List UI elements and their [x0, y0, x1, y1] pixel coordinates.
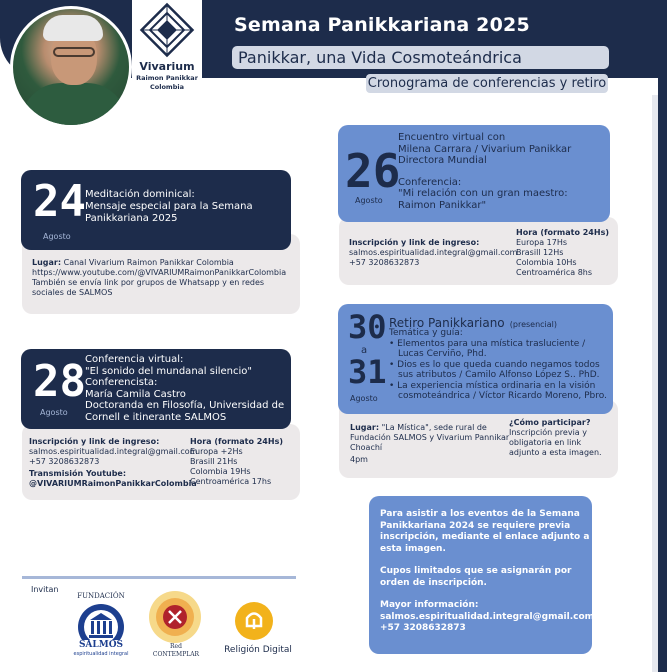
right-stripe-inner [652, 95, 658, 672]
retreat-how: ¿Cómo participar? Inscripción previa y obligatoria en link adjunto a esta imagen. [509, 418, 602, 457]
salmos-name: SALMOS [66, 640, 136, 650]
event28-day: 28 [33, 356, 86, 407]
event28-email-link[interactable]: salmos.espiritualidad.integral@gmail.com [29, 447, 198, 456]
event26-title: Encuentro virtual con Milena Carrara / Vivarium Panikkar Directora Mundial Conferencia: "Mi relación con un gran maestro: Raimon Panikkar" [398, 132, 572, 211]
notice-text: Para asistir a los eventos de la Semana Panikkariana 2024 se requiere previa inscripción, mediante el enlace adjunto a esta imagen. Cupos limitados que se asignarán por orden de inscripción. Mayor información: salmos.espiritualidad.integral@gmail.com +57 3208632873 [380, 509, 595, 633]
event24-title: Meditación dominical: Mensaje especial para la Semana Panikkariana 2025 [85, 189, 253, 224]
right-stripe [658, 78, 667, 672]
page-subtitle: Panikkar, una Vida Cosmoteándrica [232, 46, 609, 69]
retreat-title: Retiro Panikkariano (presencial) [389, 316, 558, 330]
red-contemplar-label: Red CONTEMPLAR [152, 643, 200, 658]
event28-youtube-link[interactable]: @VIVARIUMRaimonPanikkarColombia [29, 479, 197, 488]
logo-title: Vivarium [139, 60, 195, 73]
salmos-subtitle: espiritualidad integral [73, 651, 129, 657]
retreat-day-end: 31 [348, 353, 387, 391]
notice-email-link[interactable]: salmos.espiritualidad.integral@gmail.com [380, 611, 595, 622]
sponsors-label: Invitan [31, 585, 59, 594]
retreat-topics: Temática y guía: • Elementos para una mística trasluciente / Lucas Cerviño, Phd. • Dios es lo que queda cuando negamos todos sus atributos / Camilo Alfonso López S.. PhD. • La experiencia mística ordinaria en la visión cosmoteándrica / Víctor Ricardo Moreno, Pbro. [389, 328, 607, 401]
event24-day: 24 [33, 176, 86, 227]
event28-title: Conferencia virtual: "El sonido del mundanal silencio" Conferencista: María Camila Castro Doctoranda en Filosofía, Universidad de Cornell e itinerante SALMOS [85, 354, 285, 423]
event28-month: Agosto [40, 408, 68, 417]
event24-details: Lugar: Canal Vivarium Raimon Panikkar Colombia https://www.youtube.com/@VIVARIUMRaimonPanikkarColombia También se envía link por grupos de Whatsapp y en redes sociales de SALMOS [32, 258, 294, 298]
sponsors-divider [22, 576, 296, 579]
logo-subtitle: Raimon Panikkar Colombia [136, 74, 198, 91]
retreat-day-start: 30 [348, 308, 387, 346]
event26-email-link[interactable]: salmos.espiritualidad.integral@gmail.com [349, 248, 518, 257]
religion-digital-logo-icon [234, 601, 274, 641]
event26-month: Agosto [355, 196, 383, 205]
red-contemplar-logo-icon [148, 590, 202, 644]
event28-hours: Hora (formato 24Hs) Europa +2Hs Brasill 21Hs Colombia 19Hs Centroamérica 17hs [190, 437, 283, 486]
event24-url-link[interactable]: https://www.youtube.com/@VIVARIUMRaimonPanikkarColombia [32, 268, 287, 277]
page-title: Semana Panikkariana 2025 [234, 14, 530, 36]
schedule-heading: Cronograma de conferencias y retiro [367, 76, 607, 91]
event26-day: 26 [345, 144, 401, 198]
retreat-month: Agosto [350, 394, 378, 403]
event28-registration: Inscripción y link de ingreso: salmos.espiritualidad.integral@gmail.com +57 3208632873 Transmisión Youtube: @VIVARIUMRaimonPanikkarColombia [29, 437, 198, 488]
retreat-range-word: a [361, 345, 368, 356]
religion-digital-label: Religión Digital [224, 645, 292, 655]
salmos-foundation-label: FUNDACIÓN [77, 592, 125, 600]
retreat-place: Lugar: "La Mística", sede rural de Fundación SALMOS y Vivarium Pannikar Choachí 4pm [350, 423, 510, 464]
vivarium-emblem-icon [139, 2, 195, 58]
event26-hours: Hora (formato 24Hs) Europa 17Hs Brasill 12Hs Colombia 10Hs Centroamérica 8hs [516, 228, 609, 277]
event26-registration: Inscripción y link de ingreso: salmos.espiritualidad.integral@gmail.com +57 3208632873 [349, 238, 518, 267]
event24-month: Agosto [43, 232, 71, 241]
panikkar-photo [10, 6, 132, 128]
